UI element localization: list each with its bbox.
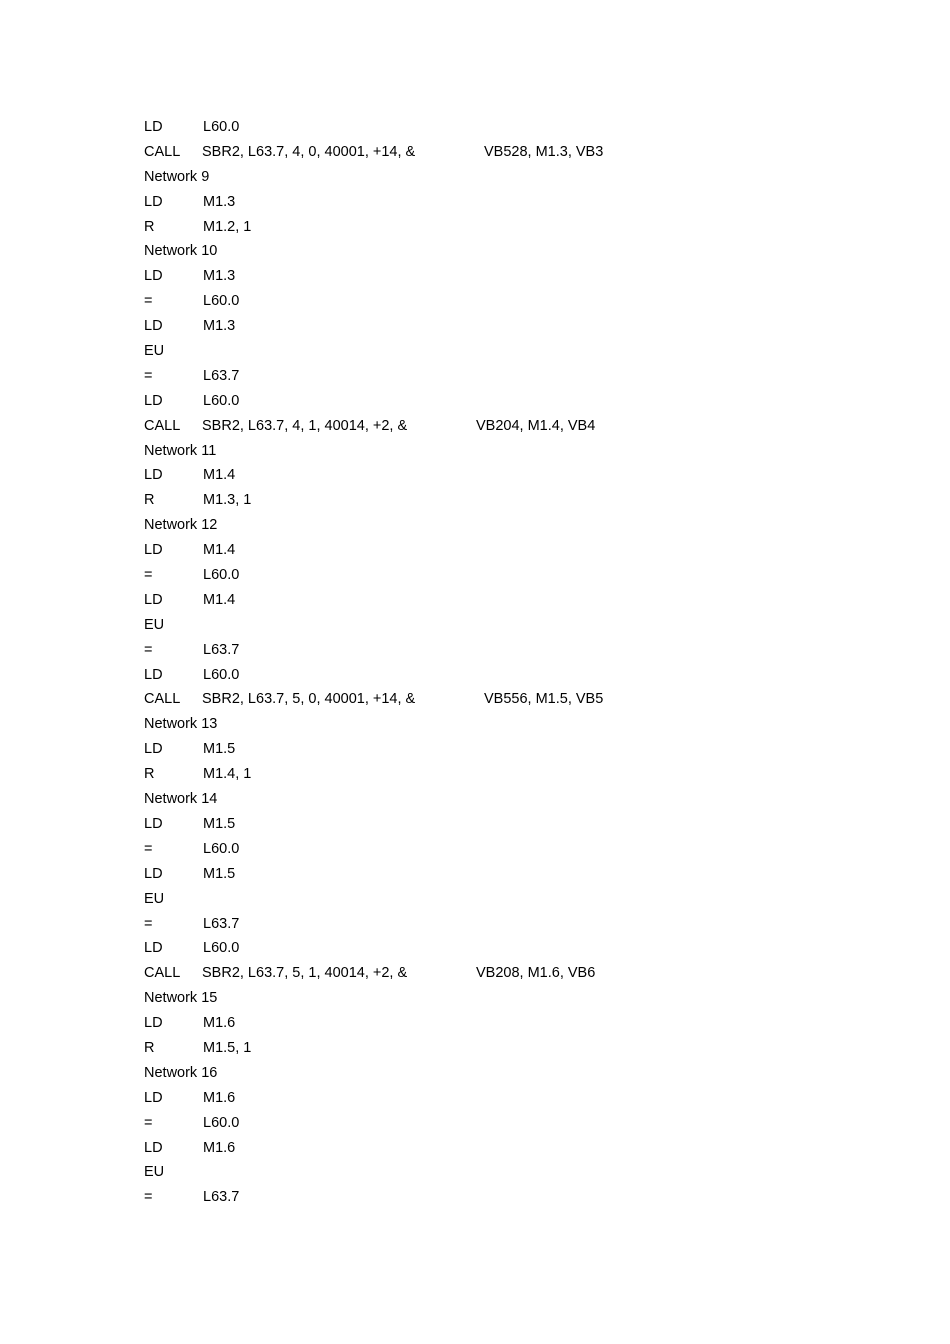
operand: L60.0 bbox=[203, 940, 240, 957]
call-instruction-line bbox=[144, 414, 864, 439]
network-label: Network 12 bbox=[144, 517, 218, 534]
instruction-line bbox=[144, 115, 864, 140]
opcode: CALL bbox=[144, 691, 181, 708]
opcode: R bbox=[144, 766, 155, 783]
operand: M1.4 bbox=[203, 542, 236, 559]
operand: L60.0 bbox=[203, 840, 240, 857]
instruction-line bbox=[144, 762, 864, 787]
opcode: CALL bbox=[144, 417, 181, 434]
instruction-line bbox=[144, 339, 864, 364]
operand: M1.3 bbox=[203, 318, 236, 335]
operand: L60.0 bbox=[203, 293, 240, 310]
instruction-line bbox=[144, 389, 864, 414]
call-instruction-line bbox=[144, 687, 864, 712]
instruction-line bbox=[144, 190, 864, 215]
opcode: EU bbox=[144, 1164, 165, 1181]
instruction-line bbox=[144, 215, 864, 240]
call-continuation: VB208, M1.6, VB6 bbox=[476, 965, 596, 982]
call-instruction-line bbox=[144, 961, 864, 986]
network-label: Network 13 bbox=[144, 716, 218, 733]
network-header bbox=[144, 787, 864, 812]
operand: M1.4, 1 bbox=[203, 766, 252, 783]
opcode: LD bbox=[144, 268, 163, 285]
opcode: LD bbox=[144, 467, 163, 484]
instruction-line bbox=[144, 463, 864, 488]
operand: L60.0 bbox=[203, 567, 240, 584]
instruction-line bbox=[144, 862, 864, 887]
instruction-line bbox=[144, 1111, 864, 1136]
operand: L60.0 bbox=[203, 392, 240, 409]
operand: M1.3, 1 bbox=[203, 492, 252, 509]
instruction-line bbox=[144, 1160, 864, 1185]
opcode: LD bbox=[144, 815, 163, 832]
opcode: LD bbox=[144, 318, 163, 335]
opcode: LD bbox=[144, 741, 163, 758]
instruction-line bbox=[144, 588, 864, 613]
network-header bbox=[144, 712, 864, 737]
instruction-line bbox=[144, 936, 864, 961]
opcode: LD bbox=[144, 392, 163, 409]
opcode: = bbox=[144, 1114, 153, 1131]
operand: L63.7 bbox=[203, 367, 240, 384]
instruction-line bbox=[144, 1136, 864, 1161]
call-continuation: VB556, M1.5, VB5 bbox=[484, 691, 604, 708]
opcode: LD bbox=[144, 865, 163, 882]
instruction-line bbox=[144, 737, 864, 762]
instruction-line bbox=[144, 538, 864, 563]
opcode: = bbox=[144, 367, 153, 384]
opcode: = bbox=[144, 567, 153, 584]
opcode: LD bbox=[144, 1015, 163, 1032]
operand: M1.6 bbox=[203, 1139, 236, 1156]
instruction-line bbox=[144, 1011, 864, 1036]
network-label: Network 15 bbox=[144, 990, 218, 1007]
network-header bbox=[144, 239, 864, 264]
network-header bbox=[144, 165, 864, 190]
instruction-line bbox=[144, 264, 864, 289]
code-listing bbox=[144, 115, 864, 1210]
call-instruction-line bbox=[144, 140, 864, 165]
network-label: Network 9 bbox=[144, 168, 210, 185]
operand: SBR2, L63.7, 5, 0, 40001, +14, & bbox=[202, 691, 416, 708]
opcode: LD bbox=[144, 1089, 163, 1106]
instruction-line bbox=[144, 1185, 864, 1210]
opcode: LD bbox=[144, 1139, 163, 1156]
opcode: = bbox=[144, 293, 153, 310]
instruction-line bbox=[144, 314, 864, 339]
operand: L63.7 bbox=[203, 915, 240, 932]
operand: M1.3 bbox=[203, 268, 236, 285]
instruction-line bbox=[144, 364, 864, 389]
network-header bbox=[144, 439, 864, 464]
network-label: Network 11 bbox=[144, 442, 217, 459]
instruction-line bbox=[144, 613, 864, 638]
opcode: LD bbox=[144, 666, 163, 683]
operand: M1.3 bbox=[203, 193, 236, 210]
call-continuation: VB528, M1.3, VB3 bbox=[484, 143, 604, 160]
opcode: EU bbox=[144, 890, 165, 907]
network-label: Network 10 bbox=[144, 243, 218, 260]
operand: M1.4 bbox=[203, 591, 236, 608]
opcode: LD bbox=[144, 591, 163, 608]
instruction-line bbox=[144, 663, 864, 688]
operand: M1.6 bbox=[203, 1015, 236, 1032]
operand: M1.2, 1 bbox=[203, 218, 252, 235]
opcode: = bbox=[144, 641, 153, 658]
operand: M1.5 bbox=[203, 741, 236, 758]
opcode: LD bbox=[144, 542, 163, 559]
operand: M1.5, 1 bbox=[203, 1039, 252, 1056]
operand: SBR2, L63.7, 4, 0, 40001, +14, & bbox=[202, 143, 416, 160]
operand: SBR2, L63.7, 4, 1, 40014, +2, & bbox=[202, 417, 408, 434]
network-header bbox=[144, 1061, 864, 1086]
operand: L60.0 bbox=[203, 119, 240, 135]
opcode: R bbox=[144, 218, 155, 235]
operand: SBR2, L63.7, 5, 1, 40014, +2, & bbox=[202, 965, 408, 982]
opcode: CALL bbox=[144, 965, 181, 982]
instruction-line bbox=[144, 638, 864, 663]
instruction-line bbox=[144, 837, 864, 862]
operand: M1.4 bbox=[203, 467, 236, 484]
opcode: LD bbox=[144, 119, 163, 135]
operand: L63.7 bbox=[203, 641, 240, 658]
network-label: Network 14 bbox=[144, 791, 218, 808]
instruction-line bbox=[144, 1036, 864, 1061]
opcode: LD bbox=[144, 940, 163, 957]
opcode: = bbox=[144, 840, 153, 857]
opcode: = bbox=[144, 915, 153, 932]
opcode: = bbox=[144, 1189, 153, 1206]
network-header bbox=[144, 513, 864, 538]
opcode: EU bbox=[144, 616, 165, 633]
operand: L63.7 bbox=[203, 1189, 240, 1206]
opcode: R bbox=[144, 1039, 155, 1056]
instruction-line bbox=[144, 887, 864, 912]
network-header bbox=[144, 986, 864, 1011]
opcode: R bbox=[144, 492, 155, 509]
operand: M1.5 bbox=[203, 815, 236, 832]
instruction-line bbox=[144, 912, 864, 937]
instruction-line bbox=[144, 289, 864, 314]
instruction-line bbox=[144, 488, 864, 513]
opcode: EU bbox=[144, 343, 165, 360]
call-continuation: VB204, M1.4, VB4 bbox=[476, 417, 596, 434]
opcode: LD bbox=[144, 193, 163, 210]
network-label: Network 16 bbox=[144, 1064, 218, 1081]
instruction-line bbox=[144, 563, 864, 588]
instruction-line bbox=[144, 812, 864, 837]
operand: M1.5 bbox=[203, 865, 236, 882]
operand: M1.6 bbox=[203, 1089, 236, 1106]
instruction-line bbox=[144, 1086, 864, 1111]
opcode: CALL bbox=[144, 143, 181, 160]
operand: L60.0 bbox=[203, 1114, 240, 1131]
operand: L60.0 bbox=[203, 666, 240, 683]
